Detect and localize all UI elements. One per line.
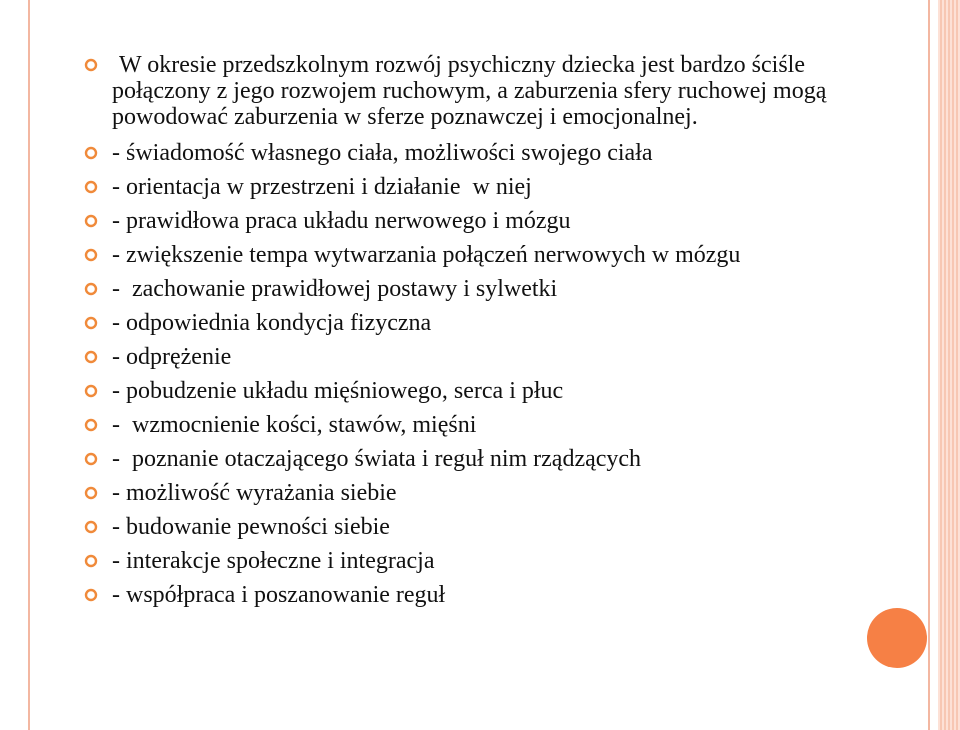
- intro-text: W okresie przedszkolnym rozwój psychiczny dziecka jest bardzo ściśle połączony z jego rozwojem ruchowym, a zaburzenia sfery ruchowej mogą powodować zaburzenia w sferze poznawczej i emocjonalnej.: [112, 52, 827, 130]
- list-item: [84, 272, 844, 306]
- slide-content: [84, 52, 844, 612]
- list-item: [84, 170, 844, 204]
- list-item-text: - interakcje społeczne i integracja: [112, 548, 435, 574]
- hollow-circle-bullet-icon: [84, 180, 98, 194]
- list-item: [84, 340, 844, 374]
- list-item: [84, 374, 844, 408]
- list-item: [84, 476, 844, 510]
- hollow-circle-bullet-icon: [84, 520, 98, 534]
- hollow-circle-bullet-icon: [84, 248, 98, 262]
- list-item: [84, 136, 844, 170]
- list-item-text: - prawidłowa praca układu nerwowego i mózgu: [112, 208, 571, 234]
- list-item-text: - orientacja w przestrzeni i działanie w niej: [112, 174, 532, 200]
- hollow-circle-bullet-icon: [84, 282, 98, 296]
- hollow-circle-bullet-icon: [84, 486, 98, 500]
- hollow-circle-bullet-icon: [84, 554, 98, 568]
- list-item: [84, 510, 844, 544]
- orange-circle-icon: [867, 608, 927, 668]
- list-item: [84, 306, 844, 340]
- list-item: [84, 408, 844, 442]
- list-item-text: - zachowanie prawidłowej postawy i sylwetki: [112, 276, 558, 302]
- intro-paragraph: [84, 52, 844, 130]
- hollow-circle-bullet-icon: [84, 58, 98, 72]
- right-frame-line: [928, 0, 930, 730]
- hollow-circle-bullet-icon: [84, 350, 98, 364]
- list-item: [84, 544, 844, 578]
- hollow-circle-bullet-icon: [84, 214, 98, 228]
- list-item-text: - budowanie pewności siebie: [112, 514, 390, 540]
- list-item-text: - poznanie otaczającego świata i reguł nim rządzących: [112, 446, 642, 472]
- left-frame-line: [28, 0, 30, 730]
- hollow-circle-bullet-icon: [84, 588, 98, 602]
- list-item: [84, 442, 844, 476]
- list-item-text: - odpowiednia kondycja fizyczna: [112, 310, 432, 336]
- list-item-text: - zwiększenie tempa wytwarzania połączeń nerwowych w mózgu: [112, 242, 741, 268]
- list-item-text: - świadomość własnego ciała, możliwości swojego ciała: [112, 140, 653, 166]
- hollow-circle-bullet-icon: [84, 316, 98, 330]
- list-item: [84, 204, 844, 238]
- list-item-text: - wzmocnienie kości, stawów, mięśni: [112, 412, 477, 438]
- list-item-text: - pobudzenie układu mięśniowego, serca i płuc: [112, 378, 564, 404]
- list-item-text: - współpraca i poszanowanie reguł: [112, 582, 446, 608]
- list-item: [84, 238, 844, 272]
- hollow-circle-bullet-icon: [84, 452, 98, 466]
- hollow-circle-bullet-icon: [84, 384, 98, 398]
- bullet-list: [84, 136, 844, 612]
- hollow-circle-bullet-icon: [84, 418, 98, 432]
- list-item-text: - możliwość wyrażania siebie: [112, 480, 397, 506]
- hollow-circle-bullet-icon: [84, 146, 98, 160]
- decorative-stripe: [938, 0, 960, 730]
- list-item-text: - odprężenie: [112, 344, 232, 370]
- list-item: [84, 578, 844, 612]
